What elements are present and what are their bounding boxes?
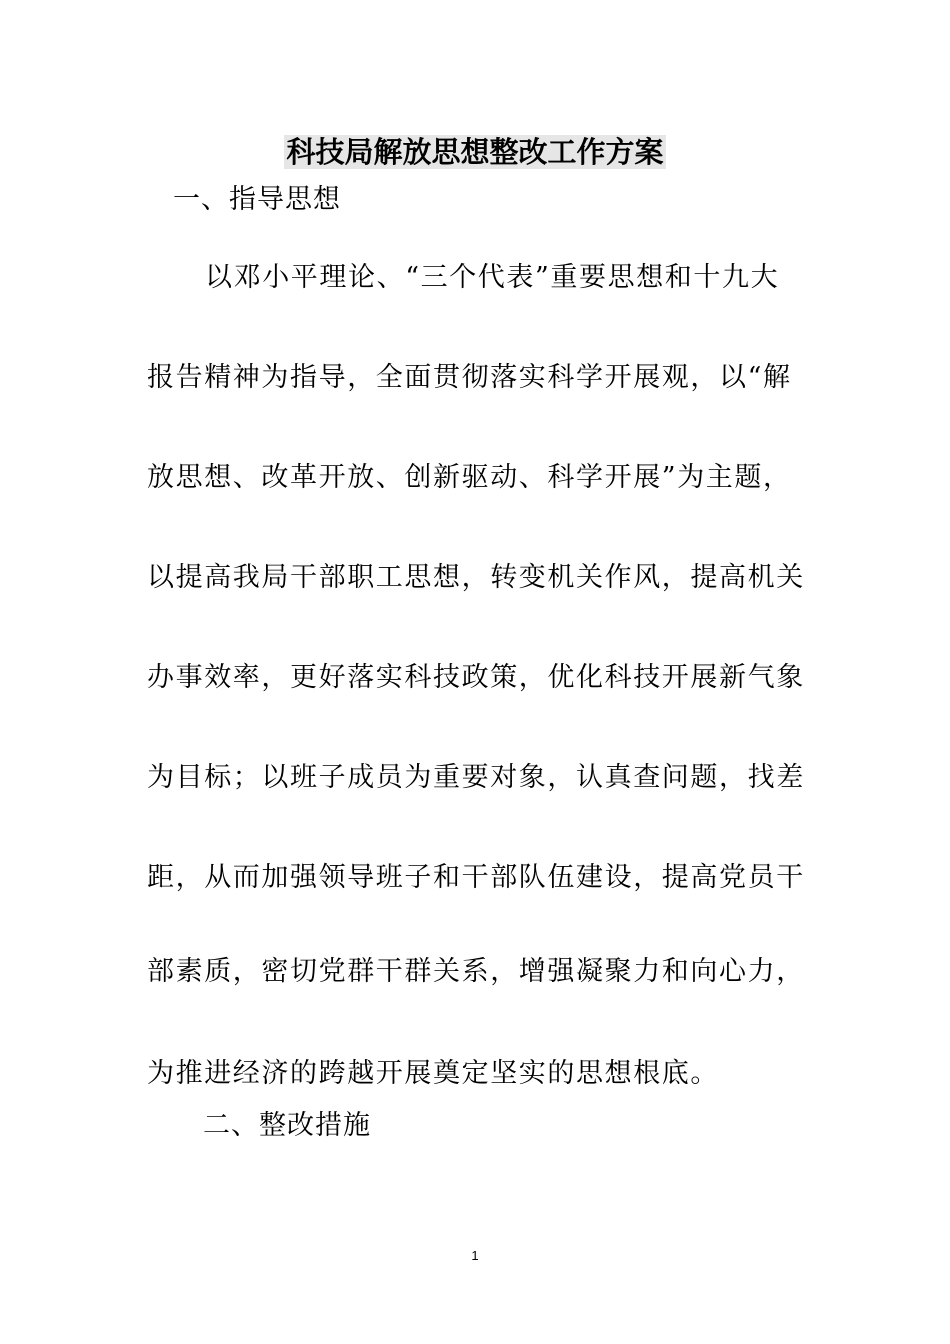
paragraph-line: 为推进经济的跨越开展奠定坚实的思想根底。	[147, 1058, 719, 1089]
section-heading-guiding-ideology: 一、指导思想	[173, 184, 341, 215]
paragraph-line: 放思想、改革开放、创新驱动、科学开展”为主题，	[147, 462, 792, 493]
paragraph-line: 部素质，密切党群干群关系，增强凝聚力和向心力，	[147, 956, 805, 987]
paragraph-line: 距，从而加强领导班子和干部队伍建设，提高党员干	[147, 862, 805, 893]
section-heading-rectification-measures: 二、整改措施	[203, 1110, 371, 1141]
paragraph-line: 以邓小平理论、“三个代表”重要思想和十九大	[205, 262, 780, 293]
page-number: 1	[471, 1248, 479, 1263]
document-title	[0, 132, 950, 172]
paragraph-line: 以提高我局干部职工思想，转变机关作风，提高机关	[147, 562, 805, 593]
paragraph-line: 为目标；以班子成员为重要对象，认真查问题，找差	[147, 762, 805, 793]
paragraph-line: 办事效率，更好落实科技政策，优化科技开展新气象	[147, 662, 805, 693]
title-text: 科技局解放思想整改工作方案	[286, 135, 664, 169]
paragraph-line: 报告精神为指导，全面贯彻落实科学开展观，以“解	[147, 362, 792, 393]
